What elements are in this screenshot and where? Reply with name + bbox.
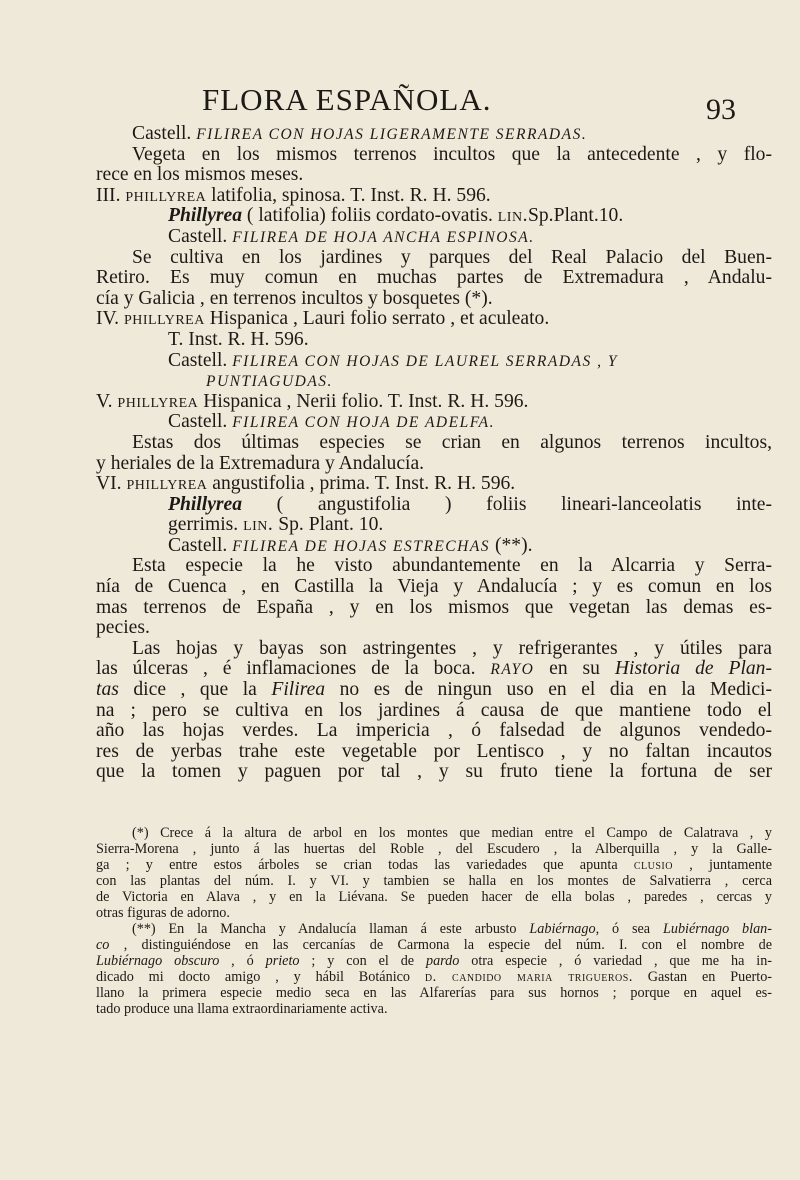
text-run: prieto	[265, 953, 300, 969]
text-run: (**).	[490, 534, 533, 556]
text-line	[96, 495, 772, 516]
text-run: tado produce una llama extraordinariamente activa.	[96, 1001, 388, 1017]
text-run: Castell.	[168, 411, 233, 433]
text-run: rece en los mismos meses.	[96, 164, 304, 186]
text-run: con las plantas del núm. I. y VI. y tambien se halla en los montes de Salvatierra , cerca	[96, 873, 772, 889]
text-run: d. candido maria trigueros.	[424, 969, 633, 985]
text-line	[96, 536, 772, 557]
text-run: (**) En la Mancha y Andalucía llaman á este arbusto	[132, 921, 530, 937]
text-line	[96, 268, 772, 289]
footnote-line	[96, 873, 772, 889]
text-line	[96, 454, 772, 475]
text-run: Sp. Plant. 10.	[273, 514, 384, 536]
text-line	[96, 721, 772, 742]
text-run: lin.	[243, 514, 274, 536]
text-run: FILIREA DE HOJA ANCHA ESPINOSA.	[232, 228, 535, 246]
text-run: Hispanica , Nerii folio. T. Inst. R. H. 596.	[198, 390, 529, 412]
text-run: T. Inst. R. H. 596.	[168, 328, 309, 350]
text-run: Sp.Plant.10.	[527, 205, 624, 227]
text-line	[96, 618, 772, 639]
footnote-line	[96, 905, 772, 921]
footnote-line	[96, 921, 772, 937]
text-run: tas	[96, 679, 119, 701]
text-run: Castell.	[168, 225, 233, 247]
text-run: res de yerbas trahe este vegetable por Lentisco , y no faltan incautos	[96, 740, 772, 762]
text-run: que la tomen y paguen por tal , y su fruto tiene la fortuna de ser	[96, 761, 772, 783]
text-run: Castell.	[168, 534, 233, 556]
text-run: phillyrea	[125, 184, 207, 206]
text-run: Historia de Plan-	[614, 658, 773, 680]
text-run: clusio	[633, 857, 673, 873]
text-line	[96, 206, 772, 227]
text-run: FILIREA CON HOJAS DE LAUREL SERRADAS , Y	[232, 352, 618, 370]
text-run: (*) Crece á la altura de arbol en los montes que median entre el Campo de Calatrava , y	[132, 825, 772, 841]
text-run: Lubiérnago obscuro	[96, 953, 220, 969]
text-line	[96, 289, 772, 310]
text-run: Las hojas y bayas son astringentes , y refrigerantes , y útiles para	[132, 637, 772, 659]
text-run: Sierra-Morena , junto á las huertas del Roble , del Escudero , la Alberquilla , y la Galle-	[96, 841, 772, 857]
text-run: Phillyrea	[168, 493, 243, 515]
text-run: cía y Galicia , en terrenos incultos y bosquetes (*).	[96, 287, 493, 309]
text-line	[96, 598, 772, 619]
text-run: III.	[96, 184, 126, 206]
text-line	[96, 577, 772, 598]
text-run: Estas dos últimas especies se crian en algunos terrenos incultos,	[132, 431, 772, 453]
text-run: gerrimis.	[168, 514, 244, 536]
text-line	[96, 186, 772, 207]
footnote-line	[96, 857, 772, 873]
text-run: Castell.	[168, 349, 233, 371]
text-run: FILIREA CON HOJA DE ADELFA.	[232, 414, 496, 432]
text-run: PUNTIAGUDAS.	[206, 373, 333, 391]
text-line	[96, 330, 772, 351]
text-run: no es de ningun uso en el dia en la Medici-	[325, 679, 772, 701]
text-run: otra especie , ó variedad , que me ha in-	[459, 953, 773, 969]
text-line	[96, 309, 772, 330]
text-line	[96, 351, 772, 372]
text-line	[96, 659, 772, 680]
text-run: RAYO	[490, 661, 535, 679]
text-run: ga ; y entre estos árboles se crian todas las variedades que apunta	[96, 857, 634, 873]
footnote-line	[96, 889, 772, 905]
text-run: nía de Cuenca , en Castilla la Vieja y Andalucía ; y es comun en los	[96, 576, 772, 598]
text-run: llano la primera especie medio seca en las Alfarerías para sus hornos ; porque en aquel es-	[96, 985, 772, 1001]
text-line	[96, 412, 772, 433]
text-line	[96, 124, 772, 145]
main-text	[96, 124, 772, 783]
text-run: phillyrea	[126, 473, 208, 495]
footnotes	[96, 825, 772, 1017]
text-run: Retiro. Es muy comun en muchas partes de Extremadura , Andalu-	[96, 267, 772, 289]
text-line	[96, 556, 772, 577]
text-run: latifolia, spinosa. T. Inst. R. H. 596.	[206, 184, 491, 206]
text-line	[96, 701, 772, 722]
text-run: FILIREA DE HOJAS ESTRECHAS	[232, 537, 491, 555]
text-run: pardo	[425, 953, 460, 969]
text-run: phillyrea	[123, 308, 205, 330]
page-number: 93	[706, 93, 736, 126]
text-line	[96, 165, 772, 186]
text-line	[96, 742, 772, 763]
text-run: ; y con el de	[299, 953, 426, 969]
footnote-line	[96, 953, 772, 969]
text-run: Esta especie la he visto abundantemente en la Alcarria y Serra-	[132, 555, 772, 577]
text-run: mas terrenos de España , y en los mismos que vegetan las demas es-	[96, 596, 772, 618]
text-line	[96, 474, 772, 495]
text-run: Filirea	[271, 679, 326, 701]
text-run: año las hojas verdes. La impericia , ó falsedad de algunos vendedo-	[96, 720, 772, 742]
text-run: co	[96, 937, 110, 953]
text-line	[96, 371, 772, 392]
text-run: y heriales de la Extremadura y Andalucía.	[96, 452, 425, 474]
text-run: Castell.	[132, 123, 197, 144]
text-run: ( latifolia) foliis cordato-ovatis.	[242, 205, 498, 227]
text-run: Phillyrea	[168, 205, 243, 227]
text-run: de Victoria en Alava , y en la Liévana. Se pueden hacer de ella bolas , paredes , cercas y	[96, 889, 772, 905]
footnote-line	[96, 841, 772, 857]
footnote-line	[96, 985, 772, 1001]
text-line	[96, 145, 772, 166]
text-run: Gastan en Puerto-	[632, 969, 773, 985]
text-run: ( angustifolia ) foliis lineari-lanceolatis inte-	[242, 493, 772, 515]
text-run: las úlceras , é inflamaciones de la boca.	[96, 658, 491, 680]
text-run: otras figuras de adorno.	[96, 905, 230, 921]
text-run: Labiérnago	[529, 921, 596, 937]
text-line	[96, 392, 772, 413]
text-run: Vegeta en los mismos terrenos incultos que la antecedente , y flo-	[132, 143, 772, 165]
text-run: , ó sea	[595, 921, 663, 937]
text-run: V.	[96, 390, 118, 412]
text-line	[96, 680, 772, 701]
footnote-line	[96, 969, 772, 985]
footnote-line	[96, 1001, 772, 1017]
text-run: dicado mi docto amigo , y hábil Botánico	[96, 969, 425, 985]
text-run: angustifolia , prima. T. Inst. R. H. 596.	[207, 473, 516, 495]
page-header	[0, 82, 800, 126]
text-run: lin.	[497, 205, 528, 227]
text-line	[96, 762, 772, 783]
text-line	[96, 227, 772, 248]
text-run: en su	[534, 658, 615, 680]
text-run: VI.	[96, 473, 127, 495]
text-run: phillyrea	[117, 390, 199, 412]
text-run: FILIREA CON HOJAS LIGERAMENTE SERRADAS.	[196, 126, 588, 143]
text-run: dice , que la	[118, 679, 272, 701]
text-run: Se cultiva en los jardines y parques del Real Palacio del Buen-	[132, 246, 772, 268]
text-run: na ; pero se cultiva en los jardines á causa de que mantiene todo el	[96, 699, 772, 721]
text-run: , ó	[219, 953, 266, 969]
text-run: IV.	[96, 308, 124, 330]
text-run: , distinguiéndose en las cercanías de Carmona la especie del núm. I. con el nombre de	[109, 937, 772, 953]
text-run: Lubiérnago blan-	[662, 921, 772, 937]
text-run: Hispanica , Lauri folio serrato , et aculeato.	[204, 308, 550, 330]
text-run: pecies.	[96, 617, 150, 639]
text-run: , juntamente	[672, 857, 772, 873]
text-line	[96, 433, 772, 454]
text-line	[96, 515, 772, 536]
running-title: FLORA ESPAÑOLA.	[202, 82, 492, 117]
footnote-line	[96, 937, 772, 953]
text-line	[96, 248, 772, 269]
footnote-line	[96, 825, 772, 841]
text-line	[96, 639, 772, 660]
